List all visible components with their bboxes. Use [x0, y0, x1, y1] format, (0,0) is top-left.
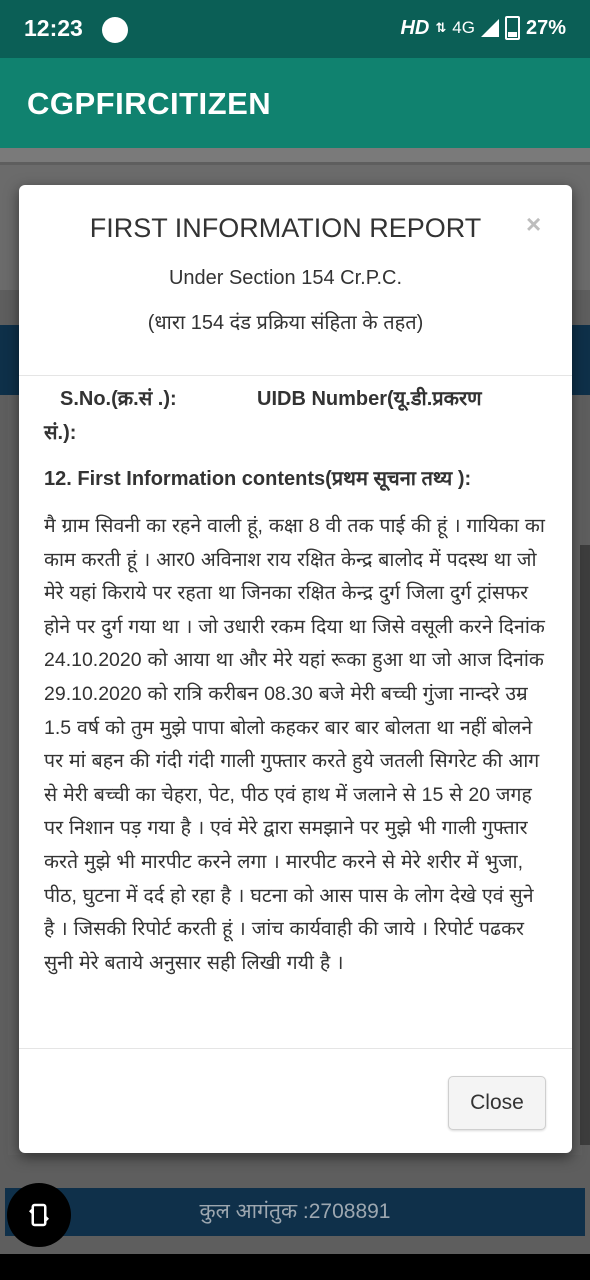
status-time: 12:23	[24, 15, 83, 41]
report-ids-row	[44, 382, 549, 450]
network-type-label: 4G	[452, 18, 475, 37]
battery-icon	[505, 16, 520, 40]
sno-label: S.No.(क्र.सं .):	[60, 388, 177, 410]
modal-subtitle: Under Section 154 Cr.P.C.	[168, 267, 403, 289]
battery-percent: 27%	[525, 16, 566, 39]
system-nav-bar	[0, 1254, 590, 1280]
status-indicators	[400, 16, 566, 40]
uidb-label: UIDB Number(यू.डी.प्रकरण	[257, 388, 482, 410]
network-hd-label: HD	[400, 16, 430, 39]
visitor-count-bar	[5, 1188, 585, 1236]
screen-rotation-button[interactable]	[7, 1183, 71, 1247]
background-strip	[0, 148, 590, 162]
visitor-count: कुल आगंतुक :2708891	[199, 1200, 391, 1223]
modal-footer	[19, 1048, 572, 1154]
modal-header	[19, 185, 572, 376]
section-heading: 12. First Information contents(प्रथम सूचना तथ्य ):	[44, 468, 472, 490]
close-button[interactable]: Close	[448, 1076, 546, 1130]
signal-icon	[481, 19, 499, 37]
uidb-label-continued: सं.):	[44, 422, 77, 444]
fir-modal	[19, 185, 572, 1153]
notification-dot-icon	[102, 17, 128, 43]
app-bar	[0, 58, 590, 148]
modal-title: FIRST INFORMATION REPORT	[89, 213, 482, 243]
data-arrows-icon: ⇅	[435, 20, 447, 35]
fir-contents: मै ग्राम सिवनी का रहने वाली हूं, कक्षा 8 वी तक पाई की हूं । गायिका का काम करती हूं । आर0 अविनाश राय रक्षित केन्द्र बालोद में पदस्थ था जो मेरे यहां किराये पर रहता था जिनका रक्षित केन्द्र दुर्ग जिला दुर्ग ट्रांसफर होने पर दुर्ग गया था । जो उधारी रकम दिया था जिसे वसूली करने दिनांक 24.10.2020 को आया था और मेरे यहां रूका हुआ था जो आज दिनांक 29.10.2020 को रात्रि करीबन 08.30 बजे मेरी बच्ची गुंजा नान्दरे उम्र 1.5 वर्ष को तुम मुझे पापा बोलो कहकर बार बार बोलता था नहीं बोलने पर मां बहन की गंदी गंदी गाली गुफ्तार करते हुये जतली सिगरेट की आग से मेरी बच्ची का चेहरा, पेट, पीठ एवं हाथ में जलाने से 15 से 20 जगह पर निशान पड़ गया है । एवं मेरे द्वारा समझाने पर मुझे भी गाली गुफ्तार करते मुझे भी मारपीट करने लगा । मारपीट करने से मेरे शरीर में भुजा, पीठ, घुटना में दर्द हो रहा है । घटना को आस पास के लोग देखे एवं सुने है । जिसकी रिपोर्ट करती हूं । जांच कार्यवाही की जाये । रिपोर्ट पढकर सुनी मेरे बताये अनुसार सही लिखी गयी है ।	[44, 515, 545, 974]
screen-rotation-icon	[24, 1200, 54, 1230]
close-icon[interactable]: ×	[526, 209, 542, 239]
modal-subtitle-hindi: (धारा 154 दंड प्रक्रिया संहिता के तहत)	[147, 312, 424, 334]
status-bar	[0, 0, 590, 58]
modal-body	[44, 382, 549, 980]
background-scrollbar	[580, 545, 590, 1145]
app-title: CGPFIRCITIZEN	[27, 86, 272, 121]
